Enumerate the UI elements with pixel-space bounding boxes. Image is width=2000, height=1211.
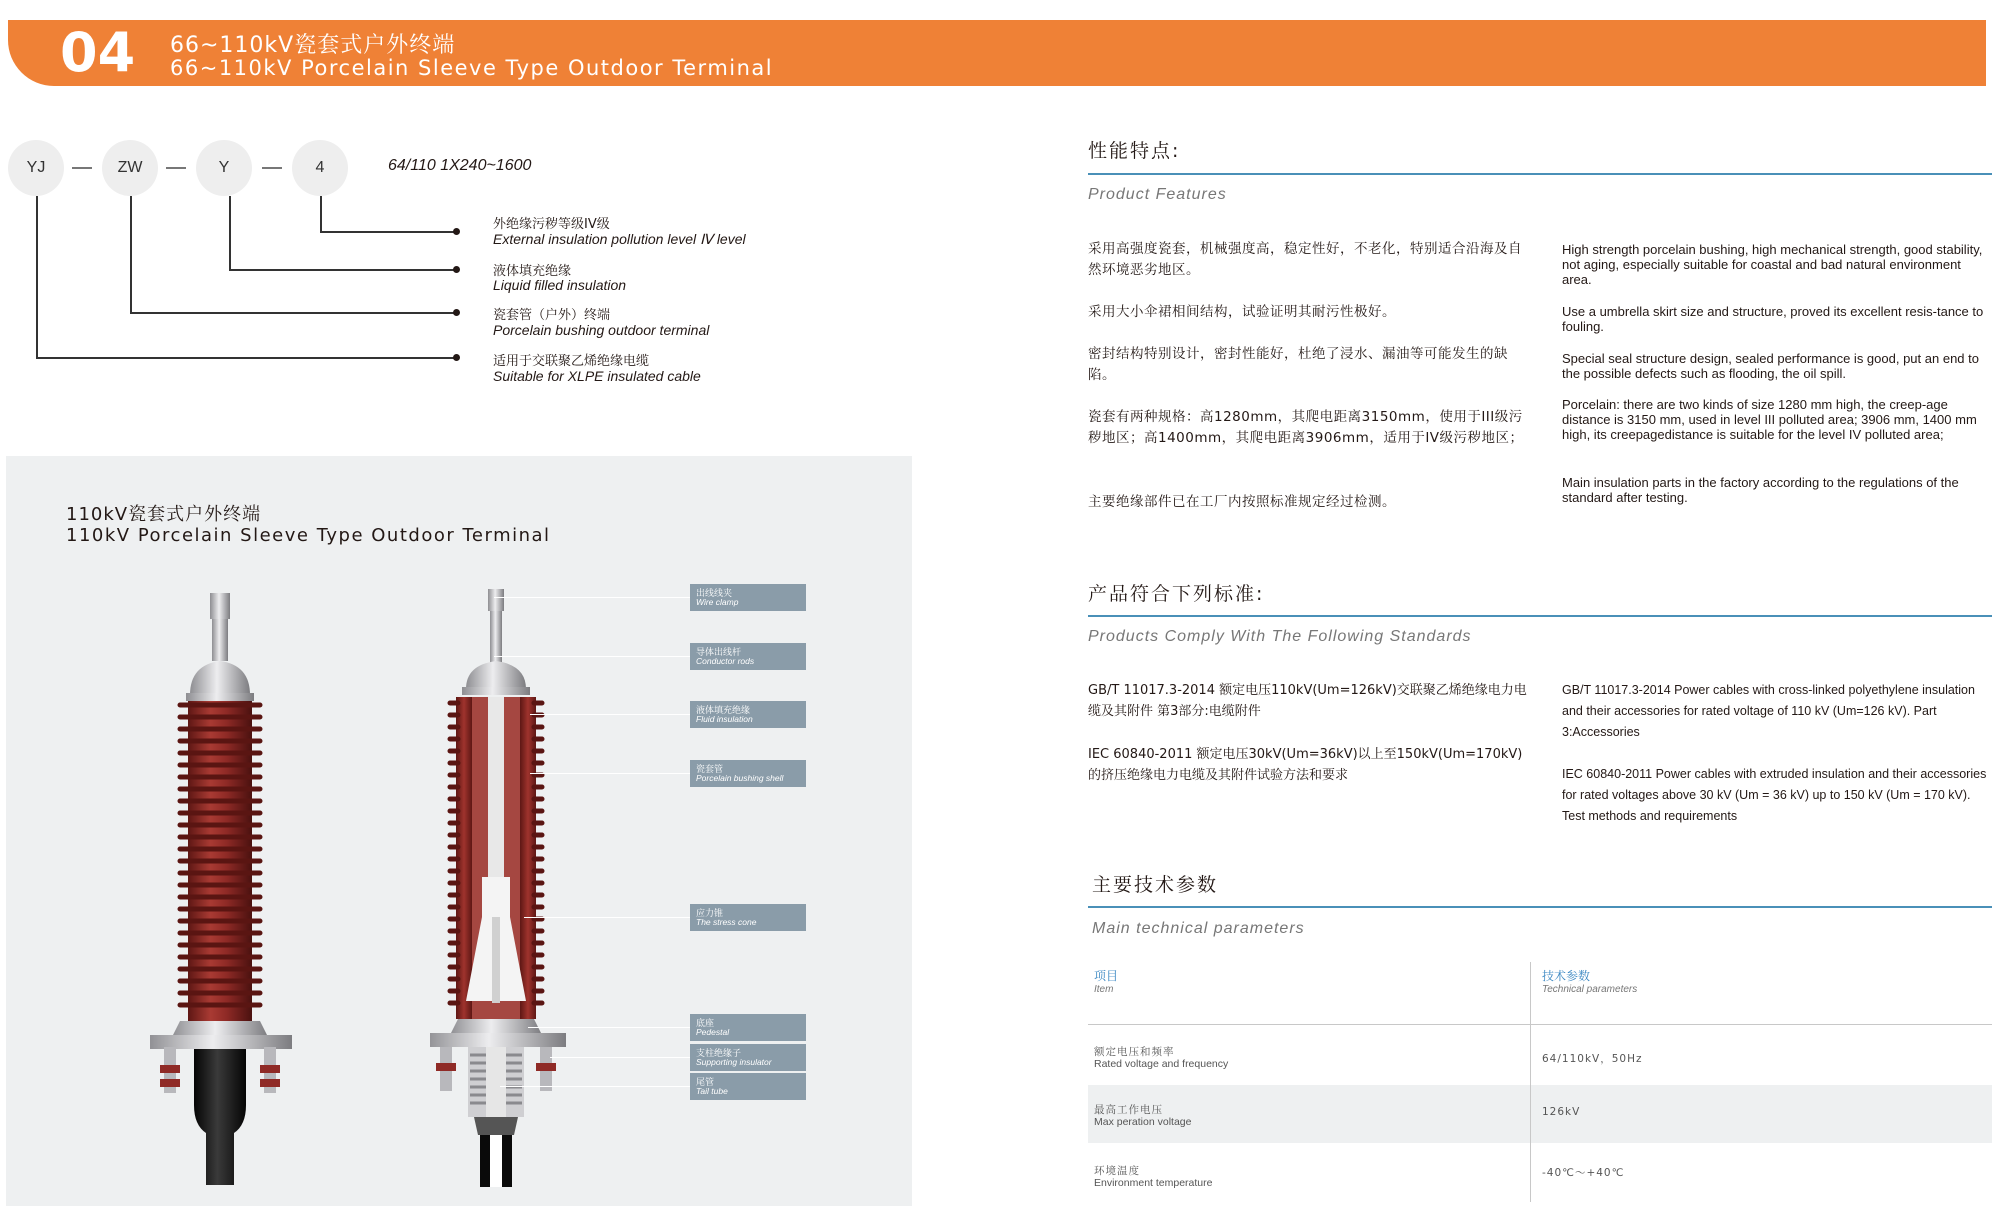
table-cell-value: -40℃～+40℃	[1542, 1167, 1625, 1179]
code-separator	[166, 167, 186, 169]
feature-cn: 瓷套有两种规格：高1280mm，其爬电距离3150mm，使用于III级污秽地区；高1400mm，其爬电距离3906mm，适用于IV级污秽地区；	[1088, 409, 1524, 446]
feature-en: Main insulation parts in the factory according to the regulations of the standard after testing.	[1562, 475, 1959, 505]
code-separator	[262, 167, 282, 169]
callout-wire-clamp: 出线线夹 Wire clamp	[690, 584, 806, 611]
col-item-en: Item	[1094, 984, 1114, 995]
legend-cn: 外绝缘污秽等级IV级	[493, 217, 610, 232]
legend-en: Suitable for XLPE insulated cable	[493, 368, 701, 384]
section-divider	[1088, 615, 1992, 617]
table-cell-item-en: Environment temperature	[1094, 1177, 1213, 1189]
feature-cn: 采用高强度瓷套，机械强度高，稳定性好，不老化，特别适合沿海及自然环境恶劣地区。	[1088, 241, 1522, 278]
legend-cn: 适用于交联聚乙烯绝缘电缆	[493, 354, 650, 369]
callout-fluid-insulation: 液体填充绝缘 Fluid insulation	[690, 701, 806, 728]
leader-line	[320, 231, 456, 233]
callout-leader	[530, 773, 690, 774]
feature-cn: 采用大小伞裙相间结构，试验证明其耐污性极好。	[1088, 304, 1396, 320]
table-cell-value: 64/110kV，50Hz	[1542, 1053, 1643, 1065]
col-item-cn: 项目	[1094, 969, 1119, 983]
table-cell-item-cn: 最高工作电压	[1094, 1104, 1163, 1116]
code-part-zw: ZW	[102, 140, 158, 196]
col-params-cn: 技术参数	[1542, 969, 1591, 983]
callout-leader	[550, 1057, 690, 1058]
leader-dot	[453, 228, 460, 235]
code-part-y: Y	[196, 140, 252, 196]
table-cell-item-en: Rated voltage and frequency	[1094, 1058, 1229, 1070]
features-heading-cn: 性能特点:	[1088, 140, 1181, 162]
section-divider	[1088, 173, 1992, 175]
feature-en: Use a umbrella skirt size and structure, proved its excellent resis-tance to fouling.	[1562, 304, 1984, 334]
col-params-en: Technical parameters	[1542, 984, 1638, 995]
features-heading-en: Product Features	[1088, 186, 1227, 203]
feature-en: High strength porcelain bushing, high mechanical strength, good stability, not aging, especially suitable for coastal and bad natural environment area.	[1562, 242, 1983, 287]
standard-en: GB/T 11017.3-2014 Power cables with cross-linked polyethylene insulation and their accessories for rated voltage of 110 kV (Um=126 kV). Part 3:Accessories	[1562, 683, 1975, 739]
table-header-divider	[1088, 1024, 1992, 1025]
standard-cn: IEC 60840-2011 额定电压30kV(Um=36kV)以上至150kV(Um=170kV)的挤压绝缘电力电缆及其附件试验方法和要求	[1088, 747, 1523, 783]
leader-dot	[453, 266, 460, 273]
callout-conductor-rods: 导体出线杆 Conductor rods	[690, 643, 806, 670]
legend-cn: 液体填充绝缘	[493, 264, 572, 279]
legend-en: Liquid filled insulation	[493, 277, 627, 293]
section-number: 04	[60, 21, 136, 84]
standard-en: IEC 60840-2011 Power cables with extruded insulation and their accessories for rated voltages above 30 kV (Um = 36 kV) up to 150 kV (Um = 170 kV). Test methods and requirements	[1562, 767, 1987, 823]
callout-leader	[500, 1086, 690, 1087]
product-title-cn: 110kV瓷套式户外终端	[66, 504, 262, 525]
legend-cn: 瓷套管（户外）终端	[493, 308, 611, 323]
table-row-shade	[1088, 1085, 1992, 1143]
code-part-yj: YJ	[8, 140, 64, 196]
callout-stress-cone: 应力锥 The stress cone	[690, 904, 806, 931]
callout-leader	[494, 656, 690, 657]
standards-heading-cn: 产品符合下列标准:	[1088, 583, 1265, 605]
callout-leader	[494, 597, 690, 598]
feature-en: Porcelain: there are two kinds of size 1280 mm high, the creep-age distance is 3150 mm, used in level III polluted area; 3906 mm, 1400 mm high, its creepagedistance is suitable for the level IV polluted area;	[1562, 397, 1977, 442]
leader-line	[36, 357, 456, 359]
table-cell-value: 126kV	[1542, 1106, 1581, 1118]
leader-dot	[453, 309, 460, 316]
leader-line	[130, 196, 132, 313]
leader-dot	[453, 354, 460, 361]
table-cell-item-en: Max peration voltage	[1094, 1116, 1192, 1128]
section-divider	[1088, 906, 1992, 908]
table-cell-item-cn: 额定电压和频率	[1094, 1046, 1175, 1058]
standards-heading-en: Products Comply With The Following Standards	[1088, 628, 1472, 645]
legend-en: Porcelain bushing outdoor terminal	[493, 322, 710, 338]
code-spec: 64/110 1X240~1600	[388, 157, 532, 174]
callout-porcelain-bushing: 瓷套管 Porcelain bushing shell	[690, 760, 806, 787]
table-column-divider	[1530, 962, 1531, 1202]
feature-cn: 主要绝缘部件已在工厂内按照标准规定经过检测。	[1088, 494, 1396, 510]
callout-pedestal: 底座 Pedestal	[690, 1014, 806, 1041]
leader-line	[229, 269, 456, 271]
leader-line	[36, 196, 38, 358]
code-separator	[72, 167, 92, 169]
page-title-en: 66~110kV Porcelain Sleeve Type Outdoor Terminal	[170, 56, 774, 80]
callout-supporting-insulator: 支柱绝缘子 Supporting insulator	[690, 1044, 806, 1071]
leader-line	[229, 196, 231, 270]
standard-cn: GB/T 11017.3-2014 额定电压110kV(Um=126kV)交联聚乙烯绝缘电力电缆及其附件 第3部分:电缆附件	[1088, 683, 1527, 719]
table-cell-item-cn: 环境温度	[1094, 1165, 1140, 1177]
callout-leader	[530, 714, 690, 715]
parameters-heading-en: Main technical parameters	[1092, 920, 1305, 937]
code-part-4: 4	[292, 140, 348, 196]
leader-line	[320, 196, 322, 232]
terminal-section-illustration	[430, 585, 580, 1190]
parameters-heading-cn: 主要技术参数	[1092, 874, 1219, 896]
callout-leader	[528, 1027, 690, 1028]
terminal-exterior-illustration	[150, 585, 310, 1190]
product-title-en: 110kV Porcelain Sleeve Type Outdoor Terminal	[66, 525, 551, 546]
legend-en: External insulation pollution level Ⅳ level	[493, 231, 746, 247]
page-title-cn: 66~110kV瓷套式户外终端	[170, 33, 456, 58]
feature-cn: 密封结构特别设计，密封性能好，杜绝了浸水、漏油等可能发生的缺陷。	[1088, 346, 1508, 383]
callout-tail-tube: 尾管 Tail tube	[690, 1073, 806, 1100]
leader-line	[130, 312, 456, 314]
callout-leader	[524, 917, 690, 918]
feature-en: Special seal structure design, sealed performance is good, put an end to the possible defects such as flooding, the oil spill.	[1562, 351, 1979, 381]
